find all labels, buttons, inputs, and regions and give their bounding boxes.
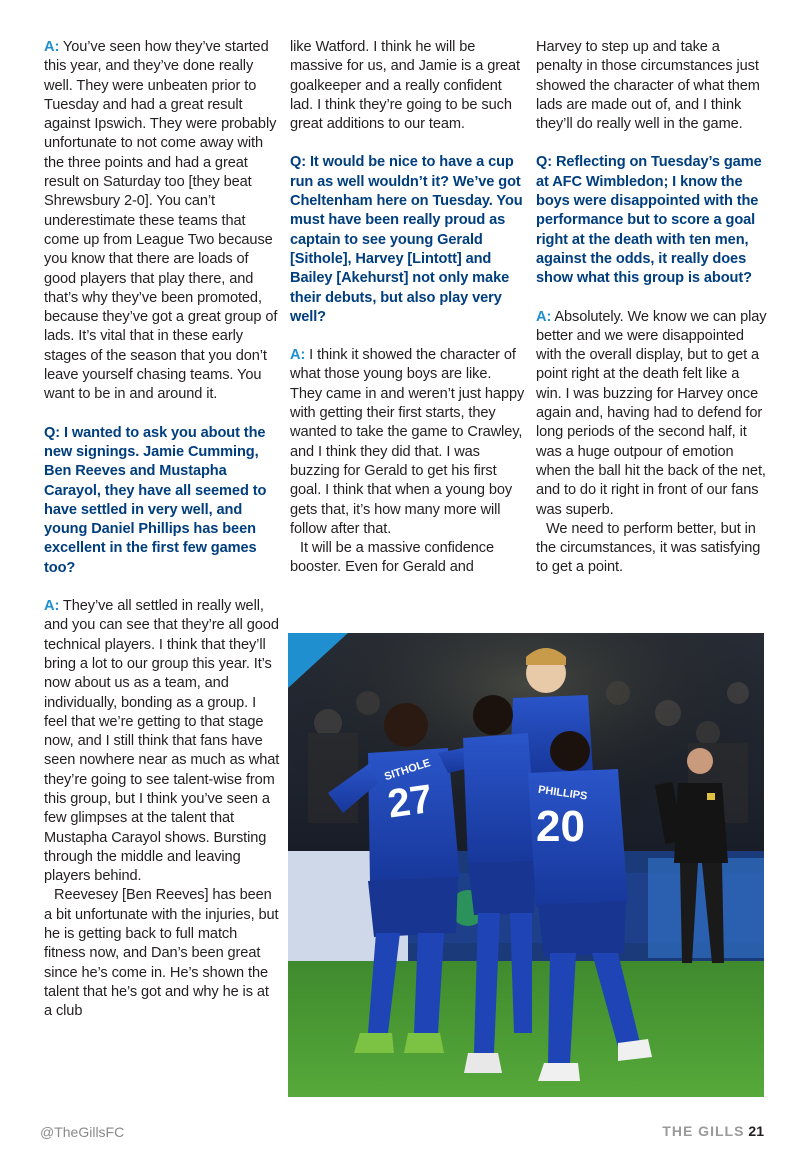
twitter-handle: @TheGillsFC xyxy=(40,1124,125,1140)
question-paragraph: Q: It would be nice to have a cup run as well wouldn’t it? We’ve got Cheltenham here on Tuesday. You must have been really proud as captain to see young Gerald [Sithole], Harvey [Lintott] and Bailey [Akehurst] not only make their debuts, but also play very well? xyxy=(290,154,523,325)
answer-paragraph: A: They’ve all settled in really well, and you can see that they’re all good technical players. I think that they’ll bring a lot to our group this year. It’s now about us as a team, and individually, bonding as a group. I feel that we’re getting to that stage now, and I still think that fans have seen nowhere near as much as what they’re going to see talent-wise from this group, but I think you’ve seen a few glimpses at the talent that Mustapha Carayol shows. Bursting through the middle and leaving players behind. xyxy=(44,598,280,885)
body-paragraph: Harvey to step up and take a penalty in those circumstances just showed the character of what them lads are made out of, and I think they’ll do really well in the game. xyxy=(536,39,760,133)
answer-paragraph: A: You’ve seen how they’ve started this year, and they’ve done really well. They were unbeaten prior to Tuesday and had a great result against Ipswich. They were probably unfortunate to not come away with the three points and had a great result on Saturday too [they beat Shrewsbury 2-0]. You can’t underestimate these teams that come up from League Two because you know that there are loads of good players that play there, and that’s why they’ve been promoted, because they’ve got a great group of lads. It’s vital that in these early stages of the season that you don’t leave yourself chasing teams. You want to be in and around it. xyxy=(44,39,278,403)
page-footer xyxy=(662,1123,764,1139)
shirt-name-27: SITHOLE xyxy=(383,757,433,784)
article-column-1 xyxy=(44,38,280,1022)
answer-paragraph: A: I think it showed the character of what those young boys are like. They came in and weren’t just happy with getting their first starts, they wanted to take the game to Crawley, and I think they did that. I was buzzing for Gerald to get his first goal. I think that when a young boy gets that, it’s how many more will follow after that. xyxy=(290,347,525,537)
answer-label: A: xyxy=(44,598,60,615)
body-paragraph: like Watford. I think he will be massive for us, and Jamie is a great goalkeeper and a really confident lad. I think they’re going to be such great additions to our team. xyxy=(290,39,521,133)
answer-label: A: xyxy=(536,308,552,325)
answer-label: A: xyxy=(290,347,306,364)
question-paragraph: Q: I wanted to ask you about the new signings. Jamie Cumming, Ben Reeves and Mustapha Carayol, they have all seemed to have settled in very well, and young Daniel Phillips has been excellent in the first few games too? xyxy=(44,424,267,576)
body-paragraph: It will be a massive confidence booster. Even for Gerald and xyxy=(290,540,495,576)
shirt-number-20: 20 xyxy=(536,802,585,851)
answer-paragraph: A: Absolutely. We know we can play better and we were disappointed with the overall display, but to get a point right at the death felt like a win. I was buzzing for Harvey once again and, having had to defend for long periods of the second half, it was a huge outpour of emotion when the ball hit the back of the net, and to do it right in front of our fans was superb. xyxy=(536,308,767,518)
celebration-illustration xyxy=(288,633,764,1097)
celebration-photo xyxy=(288,633,764,1097)
article-column-3 xyxy=(536,38,768,578)
body-paragraph: We need to perform better, but in the circumstances, it was satisfying to get a point. xyxy=(536,520,761,576)
body-paragraph: Reevesey [Ben Reeves] has been a bit unfortunate with the injuries, but he is getting back to full match fitness now, and Dan’s been great since he’s come in. He’s shown the talent that he’s got and why he is at a club xyxy=(44,887,279,1020)
shirt-number-27: 27 xyxy=(384,776,436,827)
page-number: 21 xyxy=(748,1123,764,1139)
shirt-name-20: PHILLIPS xyxy=(537,783,589,803)
magazine-name: THE GILLS xyxy=(662,1123,745,1139)
answer-label: A: xyxy=(44,39,60,55)
article-column-2 xyxy=(290,38,526,578)
question-paragraph: Q: Reflecting on Tuesday’s game at AFC Wimbledon; I know the boys were disappointed with the performance but to score a goal right at the death with ten men, against the odds, it really does show what this group is about? xyxy=(536,154,762,287)
